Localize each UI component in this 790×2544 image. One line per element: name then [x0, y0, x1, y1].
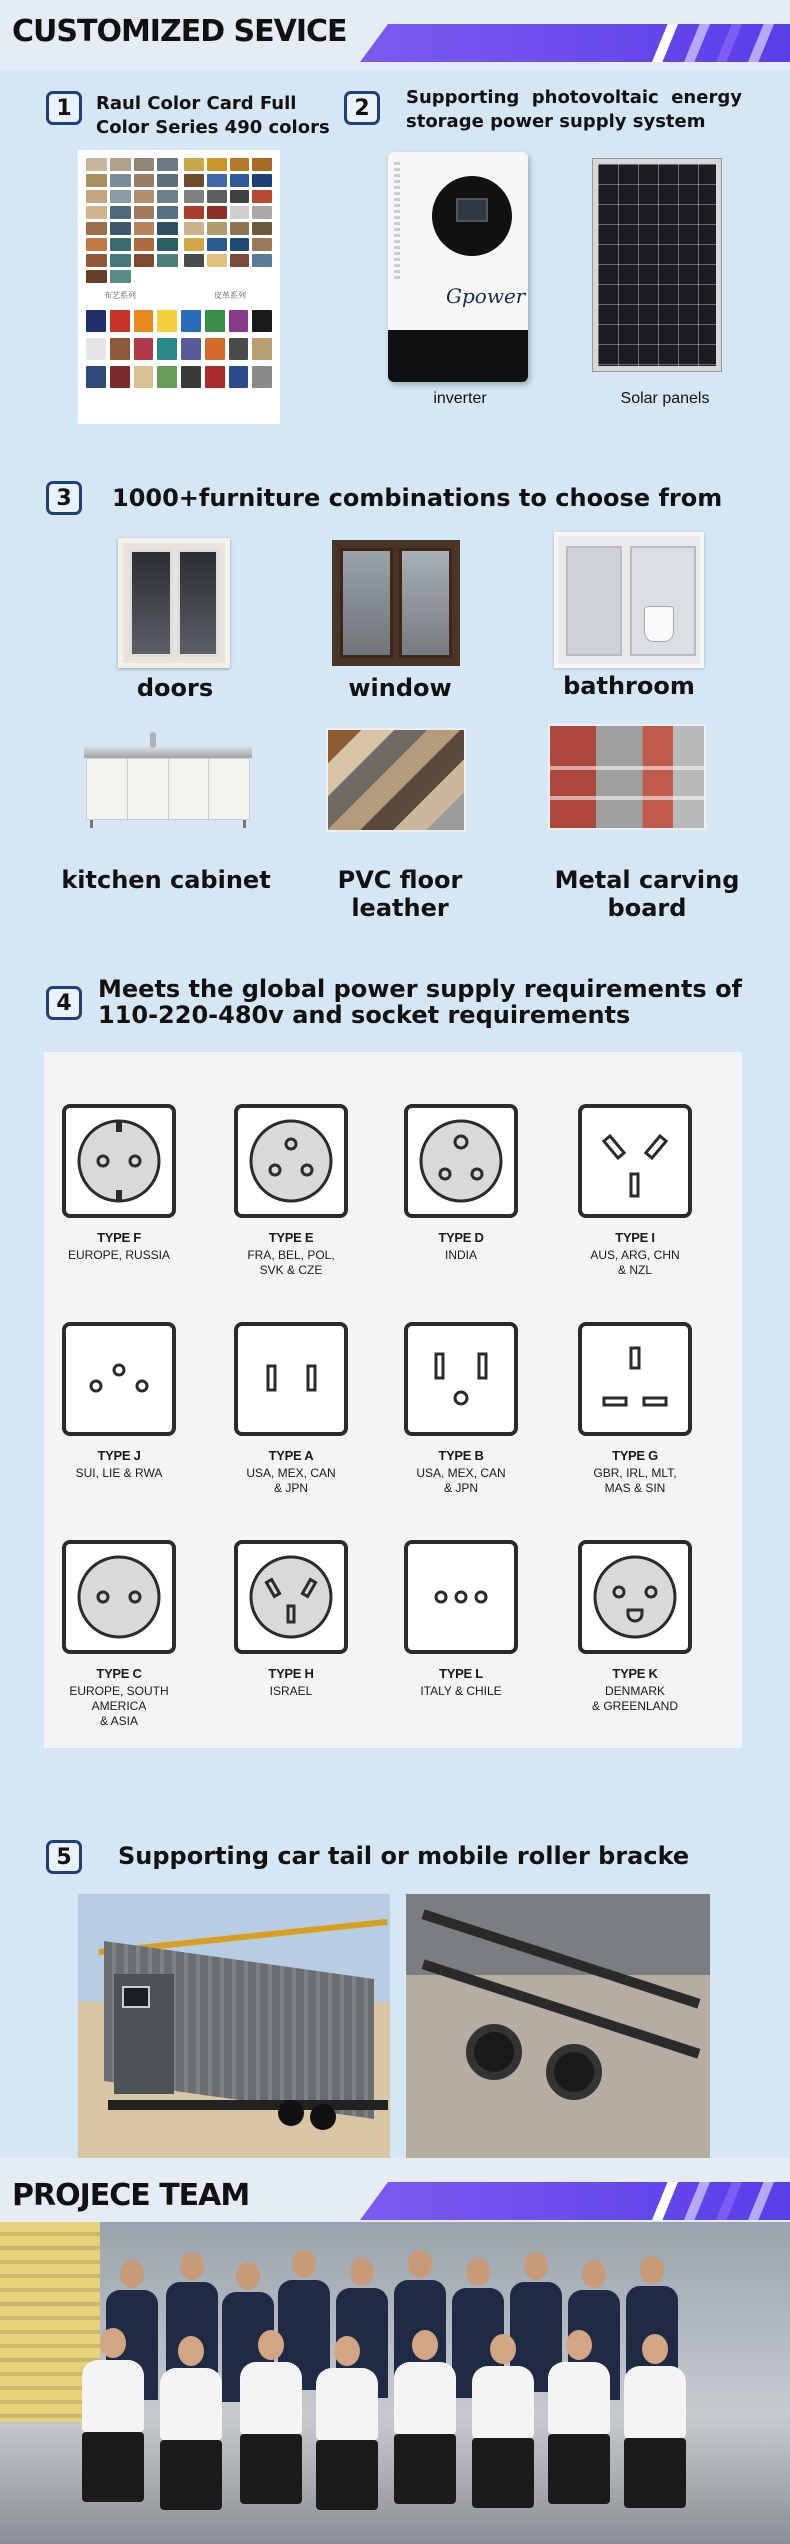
team-banner — [0, 2158, 790, 2228]
color-swatch — [252, 158, 272, 171]
cabinet-legs — [90, 820, 246, 828]
type-c-socket-icon — [62, 1540, 176, 1654]
color-swatch — [207, 254, 227, 267]
color-swatch — [207, 206, 227, 219]
socket-country: AUS, ARG, CHN & NZL — [590, 1248, 680, 1277]
color-swatch — [207, 190, 227, 203]
bathroom-panel — [566, 546, 622, 656]
socket-country: INDIA — [444, 1248, 477, 1262]
color-swatch — [229, 310, 249, 332]
color-swatch — [205, 366, 225, 388]
socket-country: ITALY & CHILE — [420, 1684, 502, 1698]
color-swatch — [86, 366, 106, 388]
container-window — [122, 1986, 150, 2008]
color-swatch — [110, 238, 131, 251]
color-swatch — [86, 222, 107, 235]
color-swatch — [252, 254, 272, 267]
color-swatch — [157, 238, 178, 251]
color-swatch — [229, 338, 249, 360]
socket-type: TYPE B — [438, 1448, 484, 1463]
color-swatch — [134, 174, 155, 187]
type-a-socket-icon — [234, 1322, 348, 1436]
socket-item — [560, 1322, 710, 1496]
color-swatch — [252, 190, 272, 203]
trailer-chassis — [108, 2100, 388, 2110]
socket-item — [216, 1322, 366, 1496]
kitchen-cabinet-image — [78, 732, 258, 834]
color-swatch — [86, 338, 106, 360]
color-swatch — [230, 190, 250, 203]
color-swatch — [134, 190, 155, 203]
doors-image — [118, 538, 230, 668]
socket-item — [216, 1104, 366, 1278]
solar-panel-image — [592, 158, 722, 372]
color-swatch — [134, 206, 155, 219]
type-e-socket-icon — [234, 1104, 348, 1218]
section-number: 2 — [344, 91, 380, 125]
section2-heading — [406, 86, 742, 134]
color-swatch — [134, 366, 154, 388]
leather-swatches — [184, 158, 272, 267]
team-member — [394, 2330, 456, 2520]
color-swatch — [184, 158, 204, 171]
bracket-rail — [422, 1909, 701, 2008]
color-swatch — [252, 206, 272, 219]
type-d-socket-icon — [404, 1104, 518, 1218]
socket-item — [216, 1540, 366, 1699]
card-label: 布艺系列 — [104, 291, 136, 300]
color-swatch — [205, 310, 225, 332]
team-member — [624, 2334, 686, 2524]
color-swatch — [134, 310, 154, 332]
color-swatch — [184, 222, 204, 235]
color-swatch — [86, 190, 107, 203]
section3-heading: 1000+furniture combinations to choose from — [112, 484, 723, 512]
color-swatch — [157, 190, 178, 203]
color-swatch — [86, 254, 107, 267]
banner-title: PROJECE TEAM — [12, 2178, 250, 2213]
fabric-swatches — [86, 158, 178, 283]
window-pane — [399, 548, 452, 658]
section-number: 5 — [46, 1840, 82, 1874]
heading-line: Raul Color Card Full — [96, 93, 297, 114]
socket-type: TYPE G — [612, 1448, 658, 1463]
bracket-rail — [422, 1959, 701, 2058]
socket-country: USA, MEX, CAN & JPN — [246, 1466, 336, 1495]
color-swatch — [134, 254, 155, 267]
color-swatch — [207, 222, 227, 235]
color-swatch — [252, 366, 272, 388]
inverter-brand: Gpower — [446, 284, 526, 308]
socket-type: TYPE E — [268, 1230, 314, 1245]
color-swatch — [157, 158, 178, 171]
window-image — [332, 540, 460, 666]
window-pane — [340, 548, 393, 658]
color-swatch — [181, 338, 201, 360]
color-swatch — [181, 310, 201, 332]
color-swatch — [207, 158, 227, 171]
socket-item — [44, 1104, 194, 1263]
roller-bracket-photo — [406, 1894, 710, 2164]
type-l-socket-icon — [404, 1540, 518, 1654]
color-swatch — [134, 222, 155, 235]
section-number: 1 — [46, 91, 82, 125]
door-glass-left — [129, 549, 173, 657]
color-swatch — [110, 254, 131, 267]
socket-country: USA, MEX, CAN & JPN — [416, 1466, 506, 1495]
team-member — [548, 2330, 610, 2520]
socket-item — [44, 1322, 194, 1481]
bracket-wheel — [466, 2024, 522, 2080]
color-swatch — [86, 158, 107, 171]
socket-type: TYPE F — [97, 1230, 141, 1245]
type-g-socket-icon — [578, 1322, 692, 1436]
type-b-socket-icon — [404, 1322, 518, 1436]
color-swatch — [134, 158, 155, 171]
color-swatch — [157, 254, 178, 267]
color-swatch — [230, 254, 250, 267]
color-swatch — [110, 174, 131, 187]
color-card-image — [78, 150, 280, 424]
metal-board-image — [548, 724, 706, 830]
color-swatch — [134, 238, 155, 251]
type-h-socket-icon — [234, 1540, 348, 1654]
banner-title: CUSTOMIZED SEVICE — [12, 14, 347, 49]
card-label: 皮革系列 — [214, 291, 246, 300]
furniture-label-metal-board: Metal carving board — [554, 866, 740, 922]
toilet-shape — [644, 606, 674, 642]
color-swatch — [110, 366, 130, 388]
socket-item — [386, 1322, 536, 1496]
heading-line: Color Series 490 colors — [96, 117, 330, 138]
color-swatch — [252, 174, 272, 187]
socket-type: TYPE H — [268, 1666, 314, 1681]
color-swatch — [205, 338, 225, 360]
socket-country: DENMARK & GREENLAND — [591, 1684, 679, 1713]
color-swatch — [230, 158, 250, 171]
furniture-label-bathroom: bathroom — [563, 672, 695, 700]
color-swatch — [110, 222, 131, 235]
inverter-vent — [394, 162, 400, 282]
team-member — [472, 2334, 534, 2524]
color-swatch — [110, 206, 131, 219]
color-swatch — [252, 338, 272, 360]
type-f-socket-icon — [62, 1104, 176, 1218]
team-member — [82, 2328, 144, 2518]
inverter-screen — [456, 198, 488, 222]
color-swatch — [207, 238, 227, 251]
solar-panels-label: Solar panels — [620, 390, 710, 407]
socket-type: TYPE J — [97, 1448, 141, 1463]
type-k-socket-icon — [578, 1540, 692, 1654]
team-member — [316, 2336, 378, 2526]
socket-type: TYPE K — [612, 1666, 658, 1681]
heading-line: 110-220-480v and socket requirements — [98, 1001, 631, 1029]
furniture-label-doors: doors — [136, 674, 214, 702]
socket-country: EUROPE, SOUTH AMERICA & ASIA — [69, 1684, 169, 1728]
bracket-wheel — [546, 2044, 602, 2100]
color-swatch — [181, 366, 201, 388]
heading-line: Supporting photovoltaic energy — [406, 87, 742, 108]
steel-countertop — [84, 746, 252, 758]
heading-line: Meets the global power supply requirements of — [98, 975, 742, 1003]
heading-line: storage power supply system — [406, 111, 706, 132]
solar-cells — [598, 164, 716, 366]
socket-item — [386, 1540, 536, 1699]
solid-swatches — [86, 310, 272, 388]
color-swatch — [157, 310, 177, 332]
color-swatch — [252, 222, 272, 235]
color-swatch — [86, 206, 107, 219]
color-swatch — [229, 366, 249, 388]
color-swatch — [252, 310, 272, 332]
faucet — [150, 732, 156, 748]
inverter-base — [388, 330, 528, 382]
section5-heading: Supporting car tail or mobile roller bracke — [118, 1842, 690, 1870]
inverter-label: inverter — [433, 390, 487, 407]
color-swatch — [157, 366, 177, 388]
color-swatch — [184, 206, 204, 219]
color-swatch — [86, 310, 106, 332]
inverter-image — [388, 152, 528, 382]
socket-item — [386, 1104, 536, 1263]
color-swatch — [86, 238, 107, 251]
furniture-label-kitchen-cabinet: kitchen cabinet — [61, 866, 271, 894]
color-swatch — [86, 174, 107, 187]
color-swatch — [184, 174, 204, 187]
color-swatch — [157, 206, 178, 219]
color-swatch — [110, 270, 131, 283]
door-glass-right — [177, 549, 219, 657]
socket-country: SUI, LIE & RWA — [75, 1466, 163, 1480]
container-trailer-photo — [78, 1894, 390, 2164]
color-swatch — [86, 270, 107, 283]
socket-item — [560, 1104, 710, 1278]
team-member — [160, 2336, 222, 2526]
color-swatch — [157, 338, 177, 360]
color-swatch — [110, 310, 130, 332]
furniture-label-window: window — [348, 674, 452, 702]
type-j-socket-icon — [62, 1322, 176, 1436]
color-swatch — [230, 222, 250, 235]
cabinet-doors — [86, 758, 250, 820]
socket-type: TYPE I — [615, 1230, 655, 1245]
color-swatch — [230, 174, 250, 187]
pvc-floor-image — [326, 728, 466, 832]
color-swatch — [230, 206, 250, 219]
color-swatch — [157, 222, 178, 235]
bathroom-image — [554, 532, 704, 668]
section4-heading — [98, 976, 742, 1028]
socket-type: TYPE C — [96, 1666, 142, 1681]
color-swatch — [110, 190, 131, 203]
color-swatch — [207, 174, 227, 187]
socket-country: EUROPE, RUSSIA — [67, 1248, 171, 1262]
socket-country: GBR, IRL, MLT, MAS & SIN — [593, 1466, 677, 1495]
socket-type: TYPE D — [438, 1230, 484, 1245]
socket-type: TYPE A — [268, 1448, 314, 1463]
socket-item — [560, 1540, 710, 1714]
section1-heading — [96, 92, 330, 140]
type-i-socket-icon — [578, 1104, 692, 1218]
socket-item — [44, 1540, 194, 1729]
color-swatch — [184, 238, 204, 251]
trailer-wheel — [278, 2100, 304, 2126]
section-number: 4 — [46, 986, 82, 1020]
socket-type: TYPE L — [439, 1666, 483, 1681]
color-swatch — [230, 238, 250, 251]
section-number: 3 — [46, 481, 82, 515]
color-swatch — [110, 158, 131, 171]
socket-country: FRA, BEL, POL, SVK & CZE — [247, 1248, 335, 1277]
furniture-label-pvc-floor: PVC floor leather — [337, 866, 463, 922]
color-swatch — [252, 238, 272, 251]
color-swatch — [184, 254, 204, 267]
team-photo — [0, 2222, 790, 2544]
color-swatch — [110, 338, 130, 360]
color-swatch — [157, 174, 178, 187]
trailer-wheel — [310, 2104, 336, 2130]
team-member — [240, 2330, 302, 2520]
socket-country: ISRAEL — [269, 1684, 313, 1698]
color-swatch — [184, 190, 204, 203]
service-banner — [0, 0, 790, 70]
socket-types-panel — [44, 1052, 742, 1748]
color-swatch — [134, 338, 154, 360]
